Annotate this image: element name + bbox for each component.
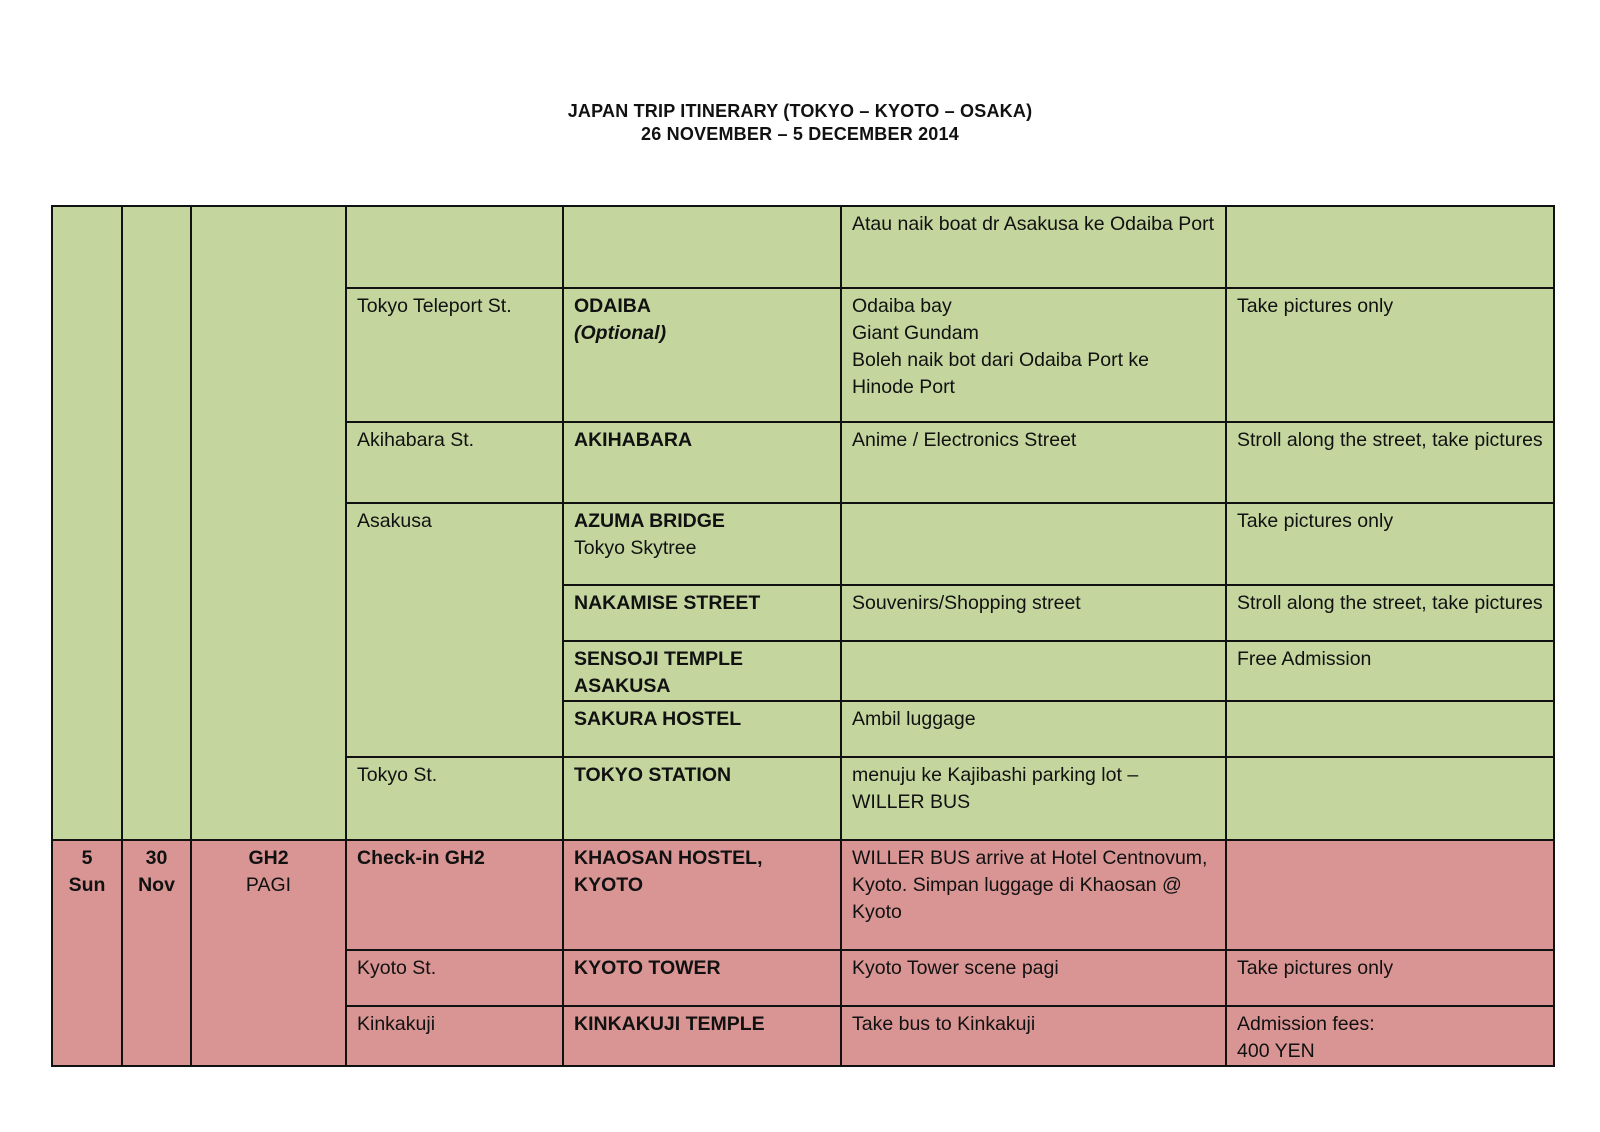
date-day: 30 [145,847,168,869]
remark-cell [1226,757,1554,840]
place-note: (Optional) [574,322,667,344]
stay-time: PAGI [245,874,292,896]
date-cell [122,206,191,840]
table-row [52,206,1554,288]
day-number: 5 [81,847,93,869]
date-cell [122,840,191,1066]
remark-cell: Admission fees: 400 YEN [1226,1006,1554,1066]
date-month: Nov [138,874,175,896]
detail-cell: menuju ke Kajibashi parking lot – WILLER BUS [841,757,1226,840]
station-cell: Akihabara St. [346,422,563,503]
place-cell: NAKAMISE STREET [563,585,841,641]
remark-cell: Take pictures only [1226,288,1554,422]
station-cell: Tokyo St. [346,757,563,840]
remark-cell: Take pictures only [1226,950,1554,1006]
place-name: AZUMA BRIDGE [574,510,725,532]
detail-cell [841,503,1226,585]
title-line-1: JAPAN TRIP ITINERARY (TOKYO – KYOTO – OSAKA) [567,101,1033,121]
remark-cell: Take pictures only [1226,503,1554,585]
remark-cell [1226,701,1554,757]
detail-cell: Ambil luggage [841,701,1226,757]
place-cell: SENSOJI TEMPLE ASAKUSA [563,641,841,701]
station-cell [346,206,563,288]
place-cell: SAKURA HOSTEL [563,701,841,757]
detail-cell [841,641,1226,701]
place-name: ODAIBA [574,295,651,317]
place-cell: KHAOSAN HOSTEL, KYOTO [563,840,841,950]
day-cell [52,840,122,1066]
stay-cell [191,840,346,1066]
station-cell: Asakusa [346,503,563,757]
station-cell: Tokyo Teleport St. [346,288,563,422]
place-cell: AKIHABARA [563,422,841,503]
detail-cell: WILLER BUS arrive at Hotel Centnovum, Kyoto. Simpan luggage di Khaosan @ Kyoto [841,840,1226,950]
title-line-2: 26 NOVEMBER – 5 DECEMBER 2014 [641,124,959,144]
detail-cell: Anime / Electronics Street [841,422,1226,503]
table-row [52,840,1554,950]
place-cell: TOKYO STATION [563,757,841,840]
detail-cell: Kyoto Tower scene pagi [841,950,1226,1006]
remark-cell [1226,206,1554,288]
station-cell: Kyoto St. [346,950,563,1006]
place-cell [563,206,841,288]
stay-cell [191,206,346,840]
day-name: Sun [68,874,106,896]
stay-code: GH2 [248,847,289,869]
remark-cell: Stroll along the street, take pictures [1226,422,1554,503]
detail-cell: Take bus to Kinkakuji [841,1006,1226,1066]
remark-cell: Stroll along the street, take pictures [1226,585,1554,641]
itinerary-table [51,205,1555,1067]
place-cell [563,503,841,585]
place-cell [563,288,841,422]
detail-cell: Souvenirs/Shopping street [841,585,1226,641]
station-cell: Kinkakuji [346,1006,563,1066]
detail-cell: Atau naik boat dr Asakusa ke Odaiba Port [841,206,1226,288]
detail-cell: Odaiba bay Giant Gundam Boleh naik bot dari Odaiba Port ke Hinode Port [841,288,1226,422]
place-cell: KINKAKUJI TEMPLE [563,1006,841,1066]
remark-cell: Free Admission [1226,641,1554,701]
remark-cell [1226,840,1554,950]
station-cell: Check-in GH2 [346,840,563,950]
place-cell: KYOTO TOWER [563,950,841,1006]
document-title [0,100,1600,146]
day-cell [52,206,122,840]
place-sub: Tokyo Skytree [574,537,697,559]
